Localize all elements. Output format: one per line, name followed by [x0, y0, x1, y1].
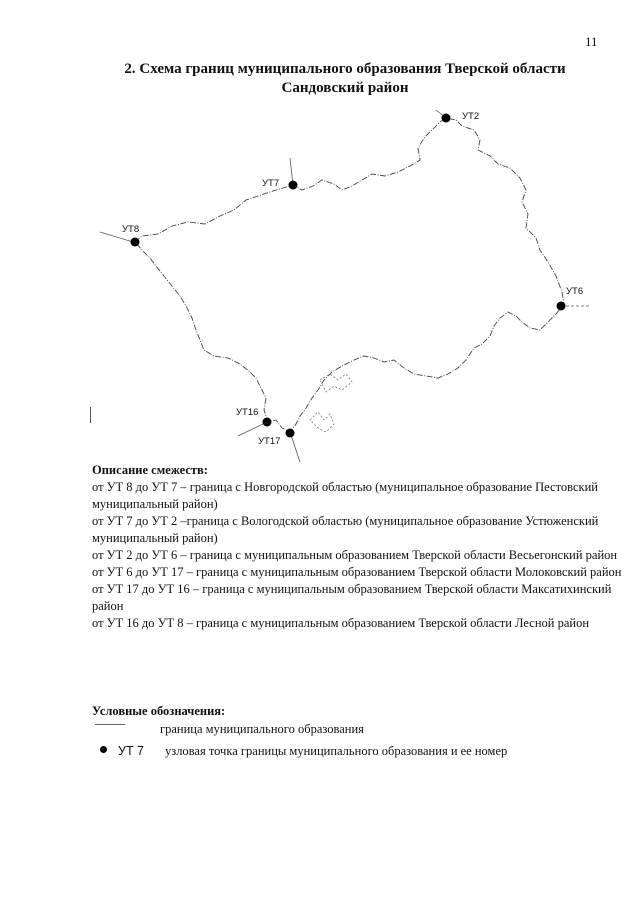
page-number: 11 [585, 34, 598, 49]
node-point-ut8 [131, 238, 140, 247]
district-boundary [135, 118, 564, 432]
node-point-ut2 [442, 114, 451, 123]
node-point-ut7 [289, 181, 298, 190]
node-point-ut6 [557, 302, 566, 311]
title-line-2: Сандовский район [281, 80, 409, 96]
node-point-ut17 [286, 429, 295, 438]
legend-boundary-line-sample [95, 724, 125, 725]
leader-line [238, 422, 267, 436]
adjacency-item: от УТ 6 до УТ 17 – граница с муниципальным образованием Тверской области Молоковский район [92, 565, 622, 579]
inner-contour [320, 374, 352, 392]
node-label-ut7: УТ7 [262, 178, 280, 189]
node-label-ut2: УТ2 [462, 111, 480, 122]
legend-boundary-label: граница муниципального образования [160, 722, 364, 736]
adjacency-item: от УТ 16 до УТ 8 – граница с муниципальным образованием Тверской области Лесной район [92, 616, 590, 630]
node-label-ut16: УТ16 [236, 407, 259, 418]
inner-contour [310, 412, 334, 432]
node-label-ut6: УТ6 [566, 286, 584, 297]
node-label-ut8: УТ8 [122, 224, 140, 235]
legend-node-dot-icon [100, 746, 107, 753]
legend-heading: Условные обозначения: [92, 704, 226, 718]
adjacency-item: от УТ 17 до УТ 16 – граница с муниципальным образованием Тверской области Максатихинский район [92, 582, 612, 613]
legend-node-label: узловая точка границы муниципального образования и ее номер [165, 744, 508, 758]
node-point-ut16 [263, 418, 272, 427]
adjacency-item: от УТ 2 до УТ 6 – граница с муниципальным образованием Тверской области Весьегонский район [92, 548, 618, 562]
legend-node-code: УТ 7 [118, 744, 145, 758]
adjacency-item: от УТ 7 до УТ 2 –граница с Вологодской областью (муниципальное образование Устюженский муниципальный район) [92, 514, 599, 545]
boundary-map [0, 100, 640, 470]
adjacency-heading: Описание смежеств: [92, 463, 208, 477]
adjacency-item: от УТ 8 до УТ 7 – граница с Новгородской областью (муниципальное образование Пестовский муниципальный район) [92, 480, 598, 511]
page-title [0, 60, 640, 98]
title-line-1: 2. Схема границ муниципального образования Тверской области [124, 61, 566, 77]
adjacency-description [92, 462, 632, 632]
node-label-ut17: УТ17 [258, 436, 281, 447]
